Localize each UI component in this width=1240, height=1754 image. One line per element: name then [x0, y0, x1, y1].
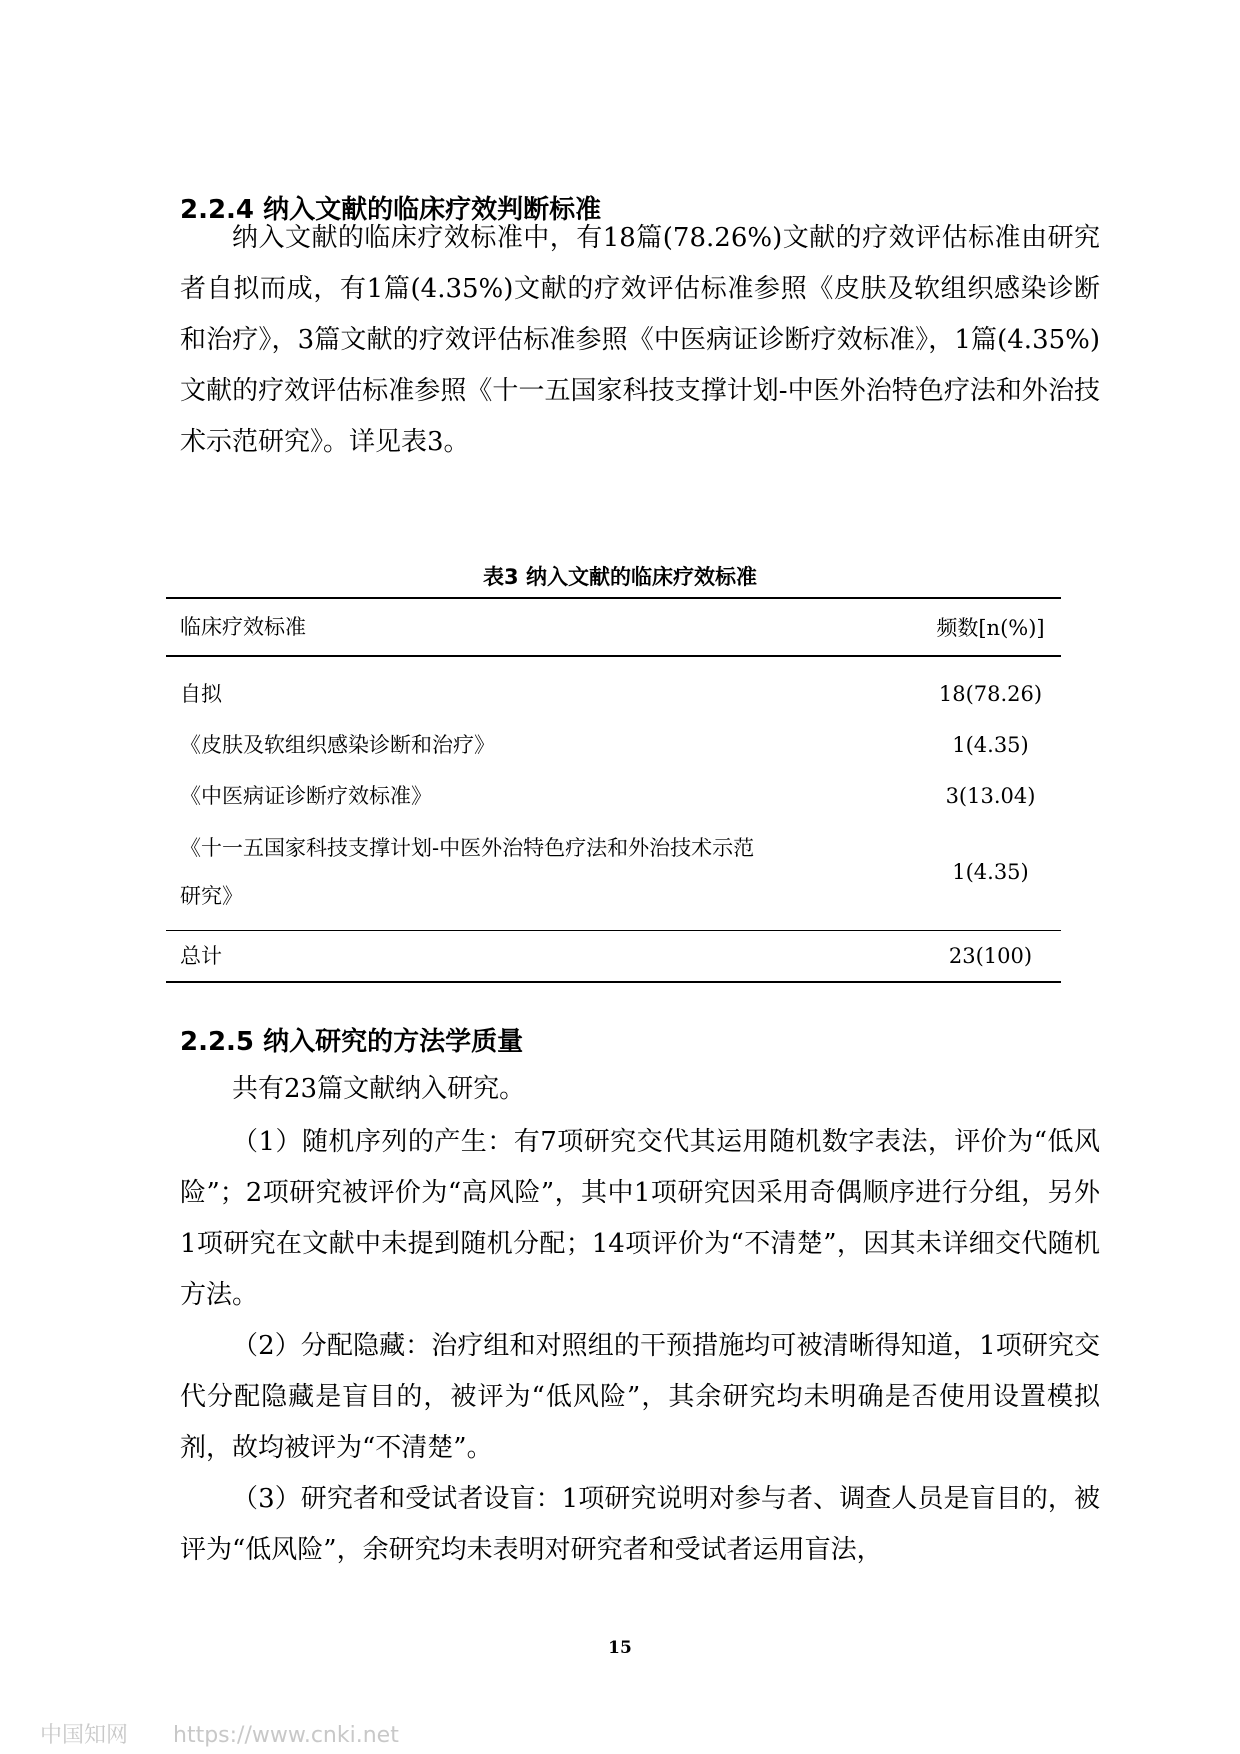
- table-caption: 表3 纳入文献的临床疗效标准: [483, 565, 757, 589]
- table-header-row: [166, 599, 1061, 655]
- row-value: 1(4.35): [952, 733, 1029, 757]
- row-label: 《皮肤及软组织感染诊断和治疗》: [180, 733, 495, 757]
- total-value: 23(100): [948, 944, 1033, 968]
- table-row: [166, 669, 1061, 720]
- cnki-watermark: [40, 1718, 437, 1749]
- header-frequency: 频数[n(%)]: [936, 616, 1045, 640]
- table-row: [166, 720, 1061, 771]
- page-number: 15: [608, 1638, 632, 1658]
- efficacy-standards-table: [166, 597, 1061, 983]
- table-row: [166, 771, 1061, 822]
- watermark-url: https://www.cnki.net: [173, 1723, 399, 1748]
- table-bottom-rule: [166, 981, 1061, 983]
- row-label-multiline: [166, 824, 880, 920]
- row-label: 自拟: [180, 682, 222, 706]
- watermark-brand: 中国知网: [40, 1723, 129, 1748]
- row-label: 《中医病证诊断疗效标准》: [180, 784, 432, 808]
- row-value: 3(13.04): [945, 784, 1036, 808]
- section-heading-2-2-4: 2.2.4 纳入文献的临床疗效判断标准: [180, 195, 602, 225]
- paragraph-blinding: （3）研究者和受试者设盲：1项研究说明对参与者、调查人员是盲目的，被评为“低风险”，余研究均未表明对研究者和受试者运用盲法，: [180, 1484, 1100, 1565]
- table-row: [166, 822, 1061, 922]
- row-label-line: 《十一五国家科技支撑计划-中医外治特色疗法和外治技术示范: [180, 835, 755, 860]
- table-total-row: [166, 931, 1061, 981]
- total-label: 总计: [180, 944, 222, 968]
- paragraph-efficacy-standards: 纳入文献的临床疗效标准中，有18篇(78.26%)文献的疗效评估标准由研究者自拟而成，有1篇(4.35%)文献的疗效评估标准参照《皮肤及软组织感染诊断和治疗》，3篇文献的疗效评估标准参照《中医病证诊断疗效标准》，1篇(4.35%)文献的疗效评估标准参照《十一五国家科技支撑计划-中医外治特色疗法和外治技术示范研究》。详见表3。: [180, 223, 1100, 457]
- row-label-line: 研究》: [180, 883, 243, 908]
- header-standard: 临床疗效标准: [180, 615, 306, 639]
- section-heading-2-2-5: 2.2.5 纳入研究的方法学质量: [180, 1027, 524, 1057]
- row-value: 1(4.35): [952, 859, 1029, 884]
- paragraph-included-count: 共有23篇文献纳入研究。: [232, 1074, 526, 1104]
- paragraph-allocation-concealment: （2）分配隐藏：治疗组和对照组的干预措施均可被清晰得知道，1项研究交代分配隐藏是盲目的，被评为“低风险”，其余研究均未明确是否使用设置模拟剂，故均被评为“不清楚”。: [180, 1331, 1100, 1463]
- row-value: 18(78.26): [938, 682, 1043, 706]
- paragraph-random-sequence: （1）随机序列的产生：有7项研究交代其运用随机数字表法，评价为“低风险”；2项研究被评价为“高风险”，其中1项研究因采用奇偶顺序进行分组，另外1项研究在文献中未提到随机分配；14项评价为“不清楚”，因其未详细交代随机方法。: [180, 1127, 1100, 1310]
